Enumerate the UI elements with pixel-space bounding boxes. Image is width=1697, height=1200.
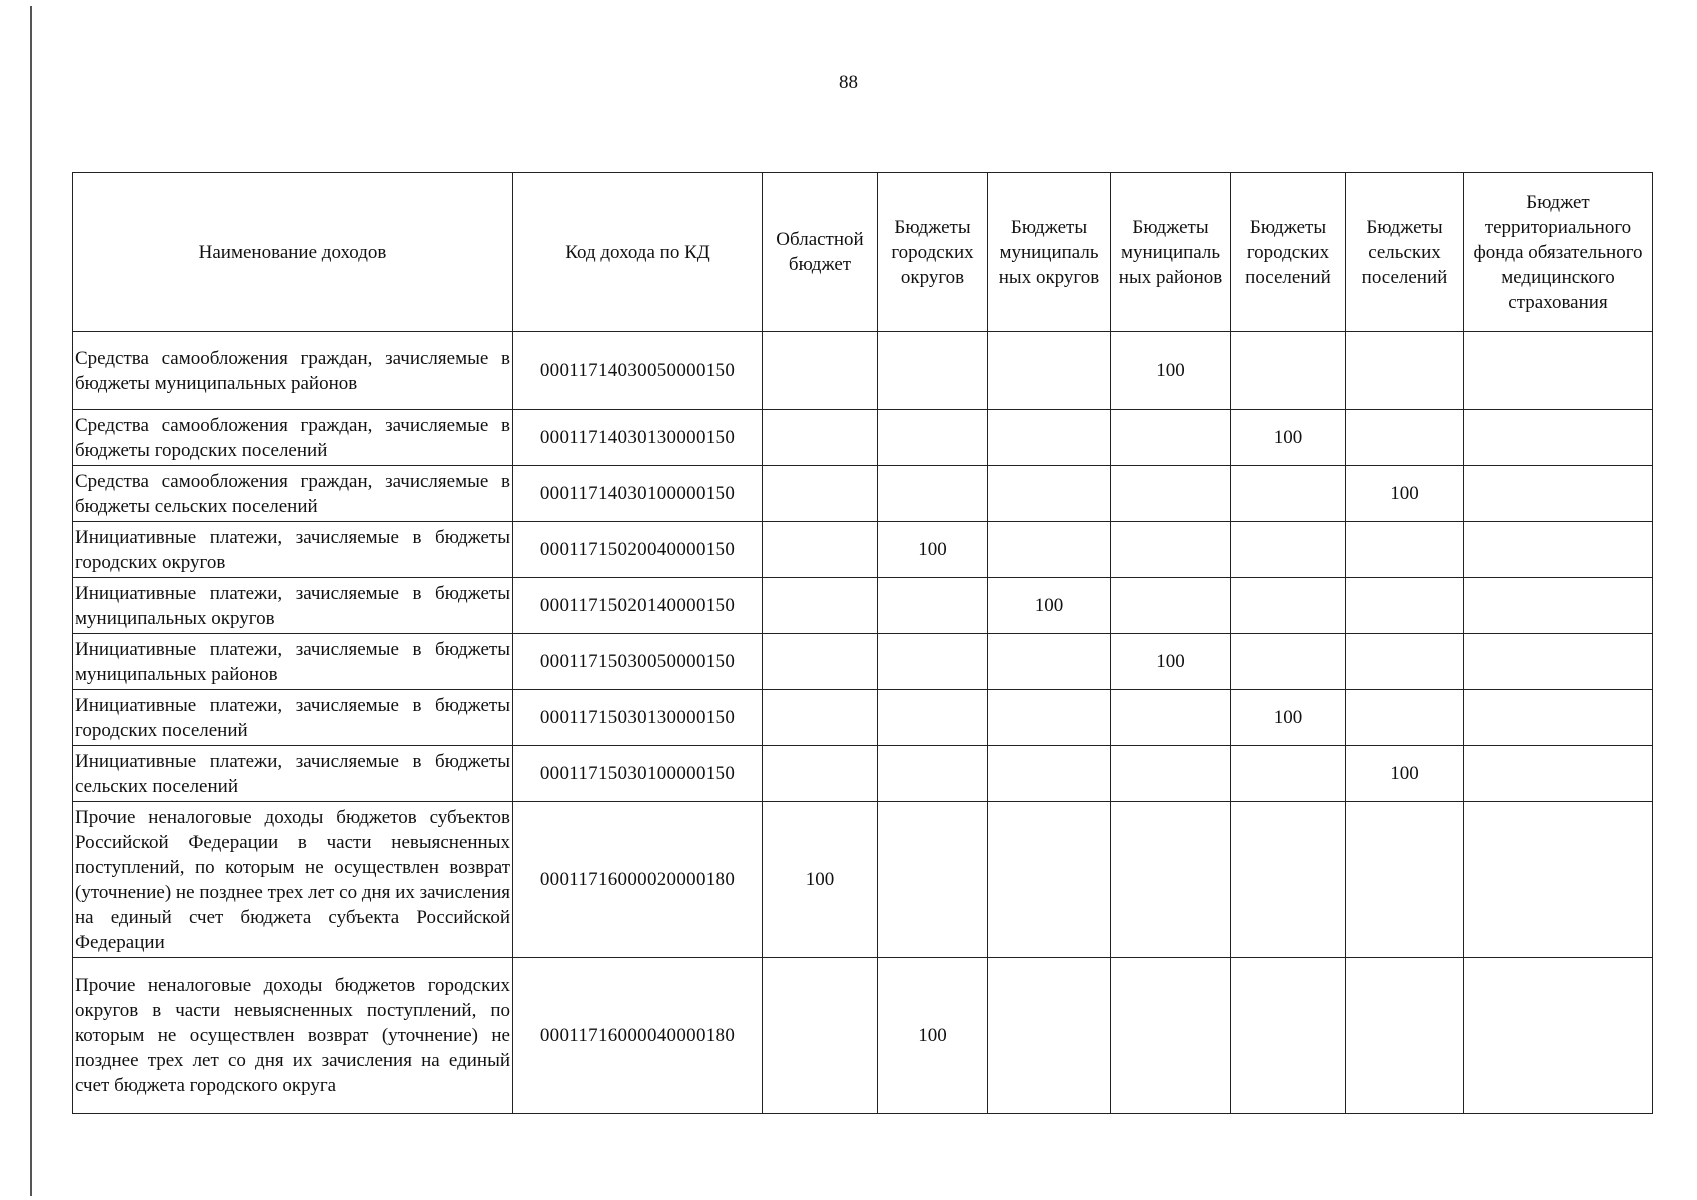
value-cell bbox=[1231, 634, 1346, 690]
income-code-cell: 00011715030130000150 bbox=[513, 690, 763, 746]
value-cell bbox=[878, 410, 988, 466]
income-code-cell: 00011714030050000150 bbox=[513, 332, 763, 410]
income-name-cell: Средства самообложения граждан, зачисляемые в бюджеты сельских поселений bbox=[73, 466, 513, 522]
income-code-cell: 00011715030050000150 bbox=[513, 634, 763, 690]
table-row bbox=[73, 578, 1653, 634]
table-row bbox=[73, 802, 1653, 958]
value-cell bbox=[1111, 466, 1231, 522]
income-code-cell: 00011716000040000180 bbox=[513, 958, 763, 1114]
income-code-cell: 00011716000020000180 bbox=[513, 802, 763, 958]
income-distribution-table bbox=[72, 172, 1653, 1114]
value-cell bbox=[1346, 410, 1464, 466]
income-name-cell: Инициативные платежи, зачисляемые в бюджеты муниципальных районов bbox=[73, 634, 513, 690]
header-regional-budget: Областной бюджет bbox=[763, 173, 878, 332]
income-code-cell: 00011715020140000150 bbox=[513, 578, 763, 634]
income-code-cell: 00011715030100000150 bbox=[513, 746, 763, 802]
value-cell bbox=[1346, 634, 1464, 690]
income-code-cell: 00011714030100000150 bbox=[513, 466, 763, 522]
value-cell bbox=[1346, 802, 1464, 958]
value-cell bbox=[878, 690, 988, 746]
value-cell bbox=[1111, 522, 1231, 578]
header-medical-insurance-fund-budget: Бюджет территориального фонда обязательного медицинского страхования bbox=[1464, 173, 1653, 332]
income-name-cell: Инициативные платежи, зачисляемые в бюджеты городских поселений bbox=[73, 690, 513, 746]
income-name-cell: Инициативные платежи, зачисляемые в бюджеты сельских поселений bbox=[73, 746, 513, 802]
value-cell bbox=[763, 332, 878, 410]
income-code-cell: 00011714030130000150 bbox=[513, 410, 763, 466]
income-name-cell: Средства самообложения граждан, зачисляемые в бюджеты муниципальных районов bbox=[73, 332, 513, 410]
value-cell: 100 bbox=[1111, 634, 1231, 690]
table-row bbox=[73, 466, 1653, 522]
value-cell bbox=[1231, 578, 1346, 634]
value-cell bbox=[1111, 746, 1231, 802]
value-cell bbox=[988, 332, 1111, 410]
binding-margin-line bbox=[30, 6, 32, 1196]
table-row bbox=[73, 634, 1653, 690]
value-cell bbox=[1231, 332, 1346, 410]
header-municipal-area-budgets: Бюджеты муниципаль ных районов bbox=[1111, 173, 1231, 332]
value-cell bbox=[1464, 802, 1653, 958]
value-cell bbox=[1231, 746, 1346, 802]
income-name-cell: Инициативные платежи, зачисляемые в бюджеты муниципальных округов bbox=[73, 578, 513, 634]
value-cell: 100 bbox=[1231, 410, 1346, 466]
value-cell bbox=[763, 958, 878, 1114]
header-urban-district-budgets: Бюджеты городских округов bbox=[878, 173, 988, 332]
value-cell bbox=[1464, 466, 1653, 522]
value-cell: 100 bbox=[988, 578, 1111, 634]
value-cell bbox=[1464, 578, 1653, 634]
value-cell bbox=[878, 802, 988, 958]
value-cell bbox=[763, 690, 878, 746]
value-cell bbox=[1231, 958, 1346, 1114]
value-cell bbox=[988, 410, 1111, 466]
table-row bbox=[73, 410, 1653, 466]
value-cell bbox=[878, 634, 988, 690]
income-name-cell: Инициативные платежи, зачисляемые в бюджеты городских округов bbox=[73, 522, 513, 578]
income-name-cell: Прочие неналоговые доходы бюджетов субъектов Российской Федерации в части невыясненных поступлений, по которым не осуществлен возврат (уточнение) не позднее трех лет со дня их зачисления на единый счет бюджета субъекта Российской Федерации bbox=[73, 802, 513, 958]
value-cell bbox=[1111, 578, 1231, 634]
value-cell bbox=[878, 466, 988, 522]
value-cell bbox=[1231, 802, 1346, 958]
income-code-cell: 00011715020040000150 bbox=[513, 522, 763, 578]
header-municipal-district-budgets: Бюджеты муниципаль ных округов bbox=[988, 173, 1111, 332]
value-cell bbox=[763, 634, 878, 690]
value-cell: 100 bbox=[1346, 466, 1464, 522]
value-cell bbox=[988, 958, 1111, 1114]
value-cell: 100 bbox=[763, 802, 878, 958]
table-row bbox=[73, 690, 1653, 746]
header-rural-settlement-budgets: Бюджеты сельских поселений bbox=[1346, 173, 1464, 332]
value-cell bbox=[988, 634, 1111, 690]
header-income-name: Наименование доходов bbox=[73, 173, 513, 332]
value-cell bbox=[1231, 522, 1346, 578]
value-cell: 100 bbox=[1111, 332, 1231, 410]
value-cell bbox=[878, 746, 988, 802]
value-cell bbox=[763, 466, 878, 522]
value-cell bbox=[988, 522, 1111, 578]
table-header-row bbox=[73, 173, 1653, 332]
value-cell bbox=[1111, 410, 1231, 466]
value-cell bbox=[988, 690, 1111, 746]
value-cell bbox=[1231, 466, 1346, 522]
value-cell bbox=[763, 522, 878, 578]
table-row bbox=[73, 332, 1653, 410]
value-cell: 100 bbox=[1346, 746, 1464, 802]
value-cell: 100 bbox=[1231, 690, 1346, 746]
value-cell bbox=[1464, 634, 1653, 690]
page-number: 88 bbox=[839, 72, 858, 93]
header-income-code: Код дохода по КД bbox=[513, 173, 763, 332]
value-cell bbox=[988, 746, 1111, 802]
header-urban-settlement-budgets: Бюджеты городских поселений bbox=[1231, 173, 1346, 332]
value-cell: 100 bbox=[878, 958, 988, 1114]
value-cell bbox=[1464, 410, 1653, 466]
value-cell bbox=[1464, 332, 1653, 410]
value-cell bbox=[878, 578, 988, 634]
value-cell bbox=[1464, 746, 1653, 802]
value-cell bbox=[988, 466, 1111, 522]
value-cell bbox=[1346, 958, 1464, 1114]
table-row bbox=[73, 958, 1653, 1114]
income-name-cell: Средства самообложения граждан, зачисляемые в бюджеты городских поселений bbox=[73, 410, 513, 466]
table-row bbox=[73, 522, 1653, 578]
value-cell bbox=[763, 410, 878, 466]
table-row bbox=[73, 746, 1653, 802]
value-cell bbox=[763, 746, 878, 802]
value-cell bbox=[1464, 958, 1653, 1114]
value-cell bbox=[1346, 332, 1464, 410]
value-cell bbox=[1111, 802, 1231, 958]
value-cell bbox=[1111, 690, 1231, 746]
value-cell bbox=[1346, 522, 1464, 578]
value-cell bbox=[1464, 690, 1653, 746]
value-cell bbox=[1346, 690, 1464, 746]
income-name-cell: Прочие неналоговые доходы бюджетов городских округов в части невыясненных поступлений, по которым не осуществлен возврат (уточнение) не позднее трех лет со дня их зачисления на единый счет бюджета городского округа bbox=[73, 958, 513, 1114]
value-cell bbox=[763, 578, 878, 634]
value-cell bbox=[1464, 522, 1653, 578]
value-cell bbox=[878, 332, 988, 410]
value-cell bbox=[988, 802, 1111, 958]
value-cell bbox=[1111, 958, 1231, 1114]
value-cell bbox=[1346, 578, 1464, 634]
value-cell: 100 bbox=[878, 522, 988, 578]
